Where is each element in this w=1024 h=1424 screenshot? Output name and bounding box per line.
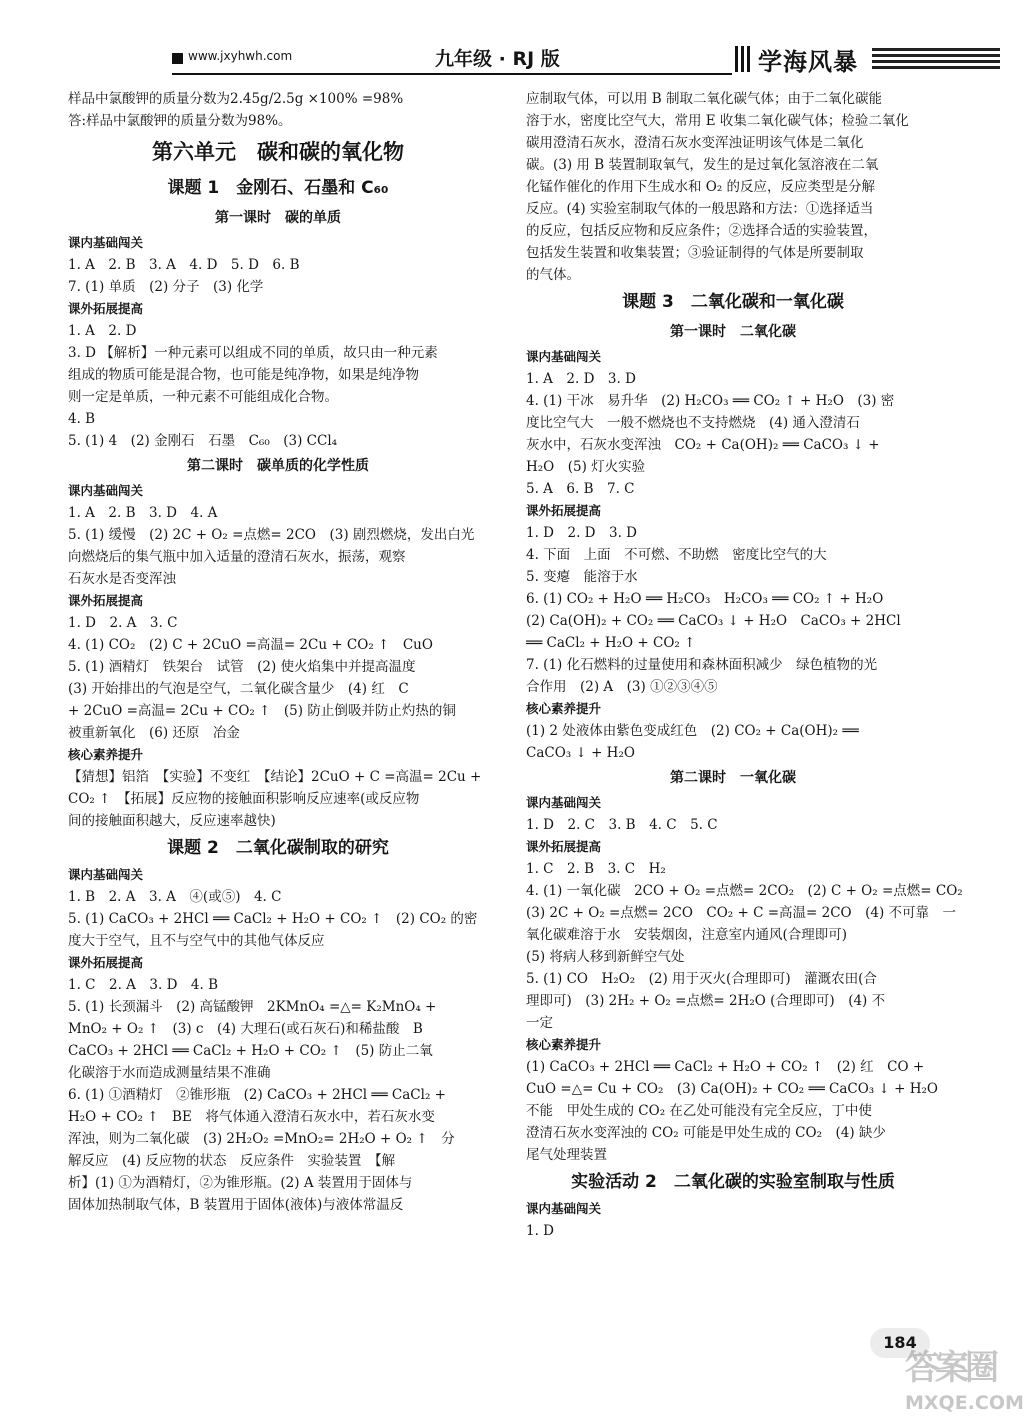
answer-line: 溶于水，密度比空气大，常用 E 收集二氧化碳气体；检验二氧化 (526, 113, 909, 129)
answer-line: H₂O (5) 灯火实验 (526, 459, 646, 475)
answer-line: 7. (1) 单质 (2) 分子 (3) 化学 (68, 279, 264, 295)
answer-line: 5. A 6. B 7. C (526, 481, 635, 497)
brand-logo: 学海风暴 (758, 48, 858, 76)
answer-line: (3) 2C + O₂ =点燃= 2CO CO₂ + C =高温= 2CO (4) 不可靠 一 (526, 905, 957, 921)
answer-line: 4. (1) 一氧化碳 2CO + O₂ =点燃= 2CO₂ (2) C + O₂ =点燃= CO₂ (526, 883, 963, 899)
answer-line: 样品中氯酸钾的质量分数为2.45g/2.5g ×100% =98% (68, 91, 404, 107)
answer-line: 【猜想】铝箔 【实验】不变红 【结论】2CuO + C =高温= 2Cu + (68, 769, 482, 785)
answer-line: 浑浊，则为二氧化碳 (3) 2H₂O₂ =MnO₂= 2H₂O + O₂ ↑ 分 (68, 1131, 455, 1147)
answer-line: ══ CaCl₂ + H₂O + CO₂ ↑ (526, 635, 696, 651)
answer-line: H₂O + CO₂ ↑ BE 将气体通入澄清石灰水中，若石灰水变 (68, 1109, 435, 1125)
answer-line: 间的接触面积越大，反应速率越快) (68, 813, 276, 829)
section-label: 课内基础闯关 (68, 483, 144, 498)
answer-line: 碳用澄清石灰水，澄清石灰水变浑浊证明该气体是二氧化 (526, 135, 864, 151)
watermark-url: MXQE.COM (905, 1392, 1024, 1414)
square-bullet-icon (172, 53, 183, 64)
answer-line: 不能 甲处生成的 CO₂ 在乙处可能没有完全反应，丁中使 (526, 1103, 872, 1119)
lesson-title: 第一课时 二氧化碳 (670, 324, 796, 340)
answer-line: 7. (1) 化石燃料的过量使用和森林面积减少 绿色植物的光 (526, 657, 878, 673)
topic-title: 课题 3 二氧化碳和一氧化碳 (622, 292, 844, 312)
topic-title: 课题 2 二氧化碳制取的研究 (167, 838, 389, 858)
lesson-title: 第二课时 一氧化碳 (670, 770, 796, 786)
section-label: 课内基础闯关 (68, 867, 144, 882)
lesson-title: 第一课时 碳的单质 (215, 210, 341, 226)
answer-line: 1. D 2. C 3. B 4. C 5. C (526, 817, 718, 833)
answer-line: 析】(1) ①为酒精灯，②为锥形瓶。(2) A 装置用于固体与 (68, 1175, 413, 1191)
section-label: 核心素养提升 (68, 747, 144, 762)
section-label: 课外拓展提高 (526, 503, 602, 518)
answer-line: 则一定是单质，一种元素不可能组成化合物。 (68, 389, 338, 405)
answer-line: 答:样品中氯酸钾的质量分数为98%。 (68, 113, 292, 129)
watermark-logo-text: 答案圈 (905, 1348, 995, 1388)
grade-edition: 九年级 · RJ 版 (435, 48, 560, 70)
answer-line: CaCO₃ + 2HCl ══ CaCl₂ + H₂O + CO₂ ↑ (5) 防止二氧 (68, 1043, 433, 1059)
page-number: 184 (870, 1328, 930, 1358)
answer-line: + 2CuO =高温= 2Cu + CO₂ ↑ (5) 防止倒吸并防止灼热的铜 (68, 703, 456, 719)
answer-line: 组成的物质可能是混合物，也可能是纯净物，如果是纯净物 (68, 367, 419, 383)
answer-line: 4. B (68, 411, 96, 427)
answer-line: 5. 变瘪 能溶于水 (526, 569, 638, 585)
answer-line: 的反应，包括反应物和反应条件；②选择合适的实验装置， (526, 223, 877, 239)
section-label: 课内基础闯关 (526, 795, 602, 810)
answer-line: 应制取气体，可以用 B 制取二氧化碳气体；由于二氧化碳能 (526, 91, 883, 107)
section-label: 课外拓展提高 (68, 593, 144, 608)
answer-line: 5. (1) 长颈漏斗 (2) 高锰酸钾 2KMnO₄ =△= K₂MnO₄ + (68, 999, 437, 1015)
section-label: 课外拓展提高 (68, 955, 144, 970)
answer-column-right (526, 88, 963, 1242)
answer-line: 固体加热制取气体，B 装置用于固体(液体)与液体常温反 (68, 1197, 404, 1213)
section-label: 核心素养提升 (526, 1037, 602, 1052)
answer-line: 6. (1) ①酒精灯 ②锥形瓶 (2) CaCO₃ + 2HCl ══ CaCl₂ + (68, 1087, 446, 1103)
answer-line: 3. D 【解析】一种元素可以组成不同的单质，故只由一种元素 (68, 345, 438, 361)
answer-line: 1. D 2. A 3. C (68, 615, 178, 631)
answer-line: 被重新氧化 (6) 还原 冶金 (68, 725, 240, 741)
answer-line: 1. A 2. D 3. D (526, 371, 636, 387)
answer-column-left (68, 88, 488, 1216)
answer-line: 5. (1) 缓慢 (2) 2C + O₂ =点燃= 2CO (3) 剧烈燃烧，发出白光 (68, 527, 475, 543)
answer-line: 度大于空气，且不与空气中的其他气体反应 (68, 933, 325, 949)
answer-line: 5. (1) CaCO₃ + 2HCl ══ CaCl₂ + H₂O + CO₂ ↑ (2) CO₂ 的密 (68, 911, 478, 927)
answer-line: (3) 开始排出的气泡是空气，二氧化碳含量少 (4) 红 C (68, 681, 409, 697)
section-label: 课内基础闯关 (526, 349, 602, 364)
answer-line: 4. (1) 干冰 易升华 (2) H₂CO₃ ══ CO₂ ↑ + H₂O (3) 密 (526, 393, 895, 409)
answer-line: 包括发生装置和收集装置；③验证制得的气体是所要制取 (526, 245, 864, 261)
stripes-decoration (872, 48, 1000, 72)
answer-line: 碳。(3) 用 B 装置制取氧气，发生的是过氧化氢溶液在二氧 (526, 157, 879, 173)
answer-line: CuO =△= Cu + CO₂ (3) Ca(OH)₂ + CO₂ ══ CaCO₃ ↓ + H₂O (526, 1081, 938, 1097)
answer-line: 石灰水是否变浑浊 (68, 571, 176, 587)
header-rule (172, 73, 732, 75)
answer-line: 4. 下面 上面 不可燃、不助燃 密度比空气的大 (526, 547, 827, 563)
answer-line: (1) 2 处液体由紫色变成红色 (2) CO₂ + Ca(OH)₂ ══ (526, 723, 859, 739)
answer-line: 化碳溶于水而造成测量结果不准确 (68, 1065, 271, 1081)
answer-line: 1. D (526, 1223, 554, 1239)
answer-line: 的气体。 (526, 267, 580, 283)
answer-line: 反应。(4) 实验室制取气体的一般思路和方法：①选择适当 (526, 201, 874, 217)
topic-title: 实验活动 2 二氧化碳的实验室制取与性质 (571, 1172, 895, 1192)
answer-line: (1) CaCO₃ + 2HCl ══ CaCl₂ + H₂O + CO₂ ↑ (2) 红 CO + (526, 1059, 925, 1075)
answer-line: 解反应 (4) 反应物的状态 反应条件 实验装置 【解 (68, 1153, 396, 1169)
answer-line: 1. A 2. B 3. D 4. A (68, 505, 218, 521)
answer-line: 5. (1) 酒精灯 铁架台 试管 (2) 使火焰集中并提高温度 (68, 659, 416, 675)
section-label: 课内基础闯关 (68, 235, 144, 250)
answer-line: 1. D 2. D 3. D (526, 525, 637, 541)
answer-line: 1. B 2. A 3. A ④(或⑤) 4. C (68, 889, 282, 905)
section-label: 课外拓展提高 (68, 301, 144, 316)
answer-line: 6. (1) CO₂ + H₂O ══ H₂CO₃ H₂CO₃ ══ CO₂ ↑ + H₂O (526, 591, 884, 607)
page-header (150, 44, 1000, 74)
answer-line: (2) Ca(OH)₂ + CO₂ ══ CaCO₃ ↓ + H₂O CaCO₃ + 2HCl (526, 613, 901, 629)
answer-line: 向燃烧后的集气瓶中加入适量的澄清石灰水，振荡，观察 (68, 549, 406, 565)
answer-line: 一定 (526, 1015, 553, 1031)
section-label: 课外拓展提高 (526, 839, 602, 854)
answer-line: 氧化碳难溶于水 安装烟囱，注意室内通风(合理即可) (526, 927, 848, 943)
answer-line: 澄清石灰水变浑浊的 CO₂ 可能是甲处生成的 CO₂ (4) 缺少 (526, 1125, 886, 1141)
answer-line: 尾气处理装置 (526, 1147, 607, 1163)
answer-line: 化锰作催化的作用下生成水和 O₂ 的反应，反应类型是分解 (526, 179, 876, 195)
unit-title: 第六单元 碳和碳的氧化物 (152, 140, 404, 164)
answer-line: 1. C 2. B 3. C H₂ (526, 861, 666, 877)
answer-line: 1. C 2. A 3. D 4. B (68, 977, 219, 993)
answer-line: 1. A 2. B 3. A 4. D 5. D 6. B (68, 257, 300, 273)
section-label: 课内基础闯关 (526, 1201, 602, 1216)
answer-line: 灰水中，石灰水变浑浊 CO₂ + Ca(OH)₂ ══ CaCO₃ ↓ + (526, 437, 880, 453)
answer-line: 度比空气大 一般不燃烧也不支持燃烧 (4) 通入澄清石 (526, 415, 860, 431)
answer-line: 5. (1) CO H₂O₂ (2) 用于灭火(合理即可) 灌溉农田(合 (526, 971, 877, 987)
answer-line: MnO₂ + O₂ ↑ (3) c (4) 大理石(或石灰石)和稀盐酸 B (68, 1021, 423, 1037)
topic-title: 课题 1 金刚石、石墨和 C₆₀ (167, 178, 389, 198)
answer-line: 合作用 (2) A (3) ①②③④⑤ (526, 679, 718, 695)
answer-line: 1. A 2. D (68, 323, 137, 339)
answer-line: CO₂ ↑ 【拓展】反应物的接触面积影响反应速率(或反应物 (68, 791, 420, 807)
answer-line: (5) 将病人移到新鲜空气处 (526, 949, 685, 965)
answer-line: 理即可) (3) 2H₂ + O₂ =点燃= 2H₂O (合理即可) (4) 不 (526, 993, 886, 1009)
answer-line: CaCO₃ ↓ + H₂O (526, 745, 635, 761)
lesson-title: 第二课时 碳单质的化学性质 (187, 458, 369, 474)
website-url: www.jxyhwh.com (188, 49, 293, 63)
bars-icon (735, 46, 755, 72)
answer-line: 4. (1) CO₂ (2) C + 2CuO =高温= 2Cu + CO₂ ↑ CuO (68, 637, 433, 653)
watermark (905, 1340, 1024, 1420)
answer-line: 5. (1) 4 (2) 金刚石 石墨 C₆₀ (3) CCl₄ (68, 433, 338, 449)
section-label: 核心素养提升 (526, 701, 602, 716)
